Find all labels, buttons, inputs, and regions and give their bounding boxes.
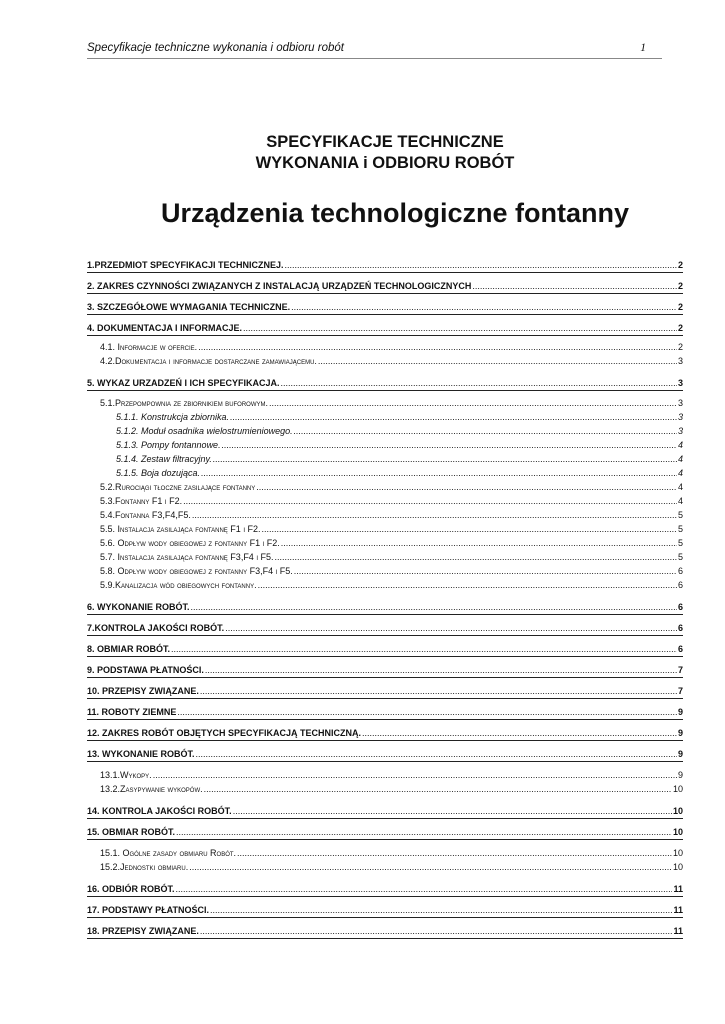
toc-entry[interactable] (87, 412, 683, 422)
toc-leader-dots (200, 686, 677, 696)
toc-entry-label: 5.1.2. Moduł osadnika wielostrumieniowego. (116, 426, 293, 436)
toc-entry[interactable] (87, 398, 683, 408)
toc-leader-dots (204, 784, 672, 794)
toc-entry-page: 3 (677, 398, 683, 408)
toc-entry-rule (87, 761, 683, 762)
toc-entry[interactable] (87, 552, 683, 562)
toc-entry[interactable] (87, 496, 683, 506)
toc-entry-label: 5. WYKAZ URZADZEŃ I ICH SPECYFIKACJA. (87, 378, 280, 388)
toc-entry-label: 5.1.4. Zestaw filtracyjny. (116, 454, 212, 464)
toc-entry[interactable] (87, 862, 683, 872)
toc-entry[interactable] (87, 524, 683, 534)
toc-entry-label: 5.3.Fontanny F1 i F2. (100, 496, 183, 506)
toc-leader-dots (192, 510, 677, 520)
toc-entry-label: 4. DOKUMENTACJA I INFORMACJE. (87, 323, 243, 333)
toc-leader-dots (213, 454, 677, 464)
toc-entry-page: 5 (677, 524, 683, 534)
toc-entry-label: 15. OBMIAR ROBÓT. (87, 827, 176, 837)
toc-entry-page: 3 (677, 412, 683, 422)
toc-entry[interactable] (87, 510, 683, 520)
toc-entry-label: 13.1.Wykopy. (100, 770, 152, 780)
toc-entry-page: 3 (677, 378, 683, 388)
toc-entry-label: 5.8. Odpływ wody obiegowej z fontanny F3,F4 i F5. (100, 566, 293, 576)
toc-entry-page: 7 (677, 686, 683, 696)
toc-entry-page: 11 (673, 926, 683, 936)
toc-entry-rule (87, 719, 683, 720)
toc-leader-dots (256, 482, 677, 492)
toc-entry-label: 11. ROBOTY ZIEMNE (87, 707, 177, 717)
toc-leader-dots (183, 496, 677, 506)
header-title: Specyfikacje techniczne wykonania i odbioru robót (87, 42, 344, 54)
toc-leader-dots (237, 848, 672, 858)
toc-leader-dots (262, 524, 677, 534)
toc-entry-label: 10. PRZEPISY ZWIĄZANE. (87, 686, 199, 696)
toc-entry-label: 5.5. Instalacja zasilająca fontannę F1 i F2. (100, 524, 261, 534)
toc-leader-dots (233, 806, 672, 816)
toc-entry-page: 9 (677, 728, 683, 738)
toc-entry-page: 4 (677, 440, 683, 450)
toc-entry-page: 9 (677, 770, 683, 780)
toc-entry-label: 5.2.Rurociągi tłoczne zasilające fontanny (100, 482, 256, 492)
toc-entry-page: 6 (677, 644, 683, 654)
toc-entry[interactable] (87, 686, 683, 696)
toc-entry-label: 5.1.Przepompownia ze zbiornikiem buforowym. (100, 398, 269, 408)
toc-entry[interactable] (87, 260, 683, 270)
toc-entry-page: 6 (677, 566, 683, 576)
toc-leader-dots (472, 281, 677, 291)
toc-entry-rule (87, 677, 683, 678)
toc-entry-label: 13.2.Zasypywanie wykopów. (100, 784, 203, 794)
toc-leader-dots (210, 905, 672, 915)
toc-entry[interactable] (87, 602, 683, 612)
toc-entry-rule (87, 272, 683, 273)
toc-entry[interactable] (87, 538, 683, 548)
toc-entry[interactable] (87, 454, 683, 464)
toc-leader-dots (230, 412, 677, 422)
toc-entry-page: 3 (677, 356, 683, 366)
toc-entry[interactable] (87, 356, 683, 366)
toc-leader-dots (285, 260, 677, 270)
doc-subject-title: Urządzenia technologiczne fontanny (160, 198, 630, 228)
toc-entry[interactable] (87, 749, 683, 759)
toc-entry-rule (87, 335, 683, 336)
toc-entry[interactable] (87, 323, 683, 333)
toc-leader-dots (176, 827, 672, 837)
toc-entry-page: 4 (677, 468, 683, 478)
toc-entry-page: 3 (677, 426, 683, 436)
toc-entry-label: 3. SZCZEGÓŁOWE WYMAGANIA TECHNICZNE. (87, 302, 291, 312)
toc-entry-page: 11 (673, 905, 683, 915)
toc-entry[interactable] (87, 378, 683, 388)
toc-entry[interactable] (87, 884, 683, 894)
toc-entry-label: 8. OBMIAR ROBÓT. (87, 644, 171, 654)
toc-entry-page: 9 (677, 749, 683, 759)
toc-leader-dots (189, 862, 672, 872)
toc-entry-page: 2 (677, 323, 683, 333)
toc-entry-label: 15.2.Jednostki obmiaru. (100, 862, 189, 872)
toc-entry-rule (87, 896, 683, 897)
toc-entry-label: 5.7. Instalacja zasilająca fontannę F3,F4 i F5. (100, 552, 274, 562)
toc-entry-page: 10 (672, 827, 683, 837)
toc-entry-rule (87, 635, 683, 636)
toc-entry-page: 2 (677, 281, 683, 291)
toc-entry-rule (87, 614, 683, 615)
toc-entry[interactable] (87, 806, 683, 816)
toc-entry-label: 5.1.5. Boja dozująca. (116, 468, 201, 478)
toc-entry[interactable] (87, 566, 683, 576)
toc-entry[interactable] (87, 665, 683, 675)
toc-entry[interactable] (87, 440, 683, 450)
toc-leader-dots (201, 468, 677, 478)
toc-entry-page: 5 (677, 538, 683, 548)
toc-entry-label: 13. WYKONANIE ROBÓT. (87, 749, 195, 759)
toc-leader-dots (225, 623, 677, 633)
toc-entry-page: 5 (677, 510, 683, 520)
toc-leader-dots (258, 580, 677, 590)
toc-leader-dots (196, 749, 677, 759)
toc-entry-label: 12. ZAKRES ROBÓT OBJĘTYCH SPECYFIKACJĄ TECHNICZNĄ. (87, 728, 362, 738)
toc-entry-rule (87, 839, 683, 840)
toc-leader-dots (198, 342, 677, 352)
doc-title-line2: WYKONANIA i ODBIORU ROBÓT (255, 154, 515, 172)
page-header (87, 40, 662, 59)
toc-entry-label: 5.1.3. Pompy fontannowe. (116, 440, 221, 450)
toc-entry-page: 4 (677, 496, 683, 506)
toc-entry[interactable] (87, 342, 683, 352)
toc-entry-rule (87, 698, 683, 699)
toc-entry[interactable] (87, 468, 683, 478)
toc-leader-dots (243, 323, 677, 333)
toc-leader-dots (269, 398, 677, 408)
toc-leader-dots (362, 728, 677, 738)
toc-leader-dots (294, 426, 677, 436)
doc-title-line1: SPECYFIKACJE TECHNICZNE (266, 133, 504, 151)
toc-entry[interactable] (87, 482, 683, 492)
toc-entry-label: 2. ZAKRES CZYNNOŚCI ZWIĄZANYCH Z INSTALACJĄ URZĄDZEŃ TECHNOLOGICZNYCH (87, 281, 472, 291)
toc-entry-label: 5.9.Kanalizacja wód obiegowych fontanny. (100, 580, 257, 590)
toc-entry[interactable] (87, 926, 683, 936)
toc-entry-page: 10 (672, 862, 683, 872)
toc-leader-dots (275, 552, 677, 562)
toc-entry-rule (87, 917, 683, 918)
toc-entry-label: 4.1. Informacje w ofercie. (100, 342, 198, 352)
toc-leader-dots (200, 926, 673, 936)
toc-entry[interactable] (87, 426, 683, 436)
toc-leader-dots (171, 644, 677, 654)
toc-entry-rule (87, 656, 683, 657)
toc-leader-dots (153, 770, 677, 780)
toc-entry[interactable] (87, 770, 683, 780)
toc-entry-page: 2 (677, 260, 683, 270)
toc-entry-rule (87, 938, 683, 939)
toc-entry-label: 1.PRZEDMIOT SPECYFIKACJI TECHNICZNEJ. (87, 260, 284, 270)
toc-leader-dots (281, 538, 677, 548)
toc-leader-dots (318, 356, 677, 366)
toc-entry[interactable] (87, 281, 683, 291)
toc-entry-page: 5 (677, 552, 683, 562)
toc-entry-label: 17. PODSTAWY PŁATNOŚCI. (87, 905, 210, 915)
toc-entry-page: 4 (677, 482, 683, 492)
toc-entry-page: 10 (672, 806, 683, 816)
toc-leader-dots (191, 602, 677, 612)
toc-entry-page: 2 (677, 342, 683, 352)
toc-entry-page: 11 (673, 884, 683, 894)
toc-entry[interactable] (87, 580, 683, 590)
toc-entry[interactable] (87, 848, 683, 858)
toc-entry-label: 14. KONTROLA JAKOŚCI ROBÓT. (87, 806, 232, 816)
toc-entry[interactable] (87, 302, 683, 312)
toc-leader-dots (281, 378, 677, 388)
toc-leader-dots (291, 302, 677, 312)
toc-leader-dots (176, 884, 673, 894)
toc-entry-page: 7 (677, 665, 683, 675)
toc-entry-label: 5.6. Odpływ wody obiegowej z fontanny F1 i F2. (100, 538, 280, 548)
toc-entry-page: 6 (677, 623, 683, 633)
toc-entry-page: 2 (677, 302, 683, 312)
toc-entry-page: 9 (677, 707, 683, 717)
header-page-number: 1 (640, 42, 646, 54)
toc-entry[interactable] (87, 905, 683, 915)
toc-leader-dots (294, 566, 677, 576)
toc-entry[interactable] (87, 707, 683, 717)
toc-entry[interactable] (87, 623, 683, 633)
toc-entry-page: 10 (672, 784, 683, 794)
toc-entry[interactable] (87, 644, 683, 654)
toc-entry-label: 18. PRZEPISY ZWIĄZANE. (87, 926, 199, 936)
toc-entry[interactable] (87, 784, 683, 794)
toc-entry-page: 4 (677, 454, 683, 464)
toc-leader-dots (205, 665, 677, 675)
toc-entry-label: 7.KONTROLA JAKOŚCI ROBÓT. (87, 623, 225, 633)
toc-entry[interactable] (87, 827, 683, 837)
toc-entry-label: 4.2.Dokumentacja i informacje dostarczane zamawiającemu. (100, 356, 317, 366)
toc-entry-rule (87, 740, 683, 741)
toc-leader-dots (222, 440, 677, 450)
toc-entry-rule (87, 293, 683, 294)
toc-entry-label: 6. WYKONANIE ROBÓT. (87, 602, 190, 612)
toc-entry-label: 5.1.1. Konstrukcja zbiornika. (116, 412, 230, 422)
toc-entry-page: 10 (672, 848, 683, 858)
toc-entry-page: 6 (677, 580, 683, 590)
toc-entry-rule (87, 390, 683, 391)
toc-leader-dots (177, 707, 677, 717)
toc-entry-label: 16. ODBIÓR ROBÓT. (87, 884, 175, 894)
toc-entry-label: 9. PODSTAWA PŁATNOŚCI. (87, 665, 204, 675)
toc-entry-rule (87, 314, 683, 315)
toc-entry[interactable] (87, 728, 683, 738)
toc-entry-rule (87, 818, 683, 819)
toc-entry-label: 5.4.Fontanna F3,F4,F5. (100, 510, 191, 520)
toc-entry-page: 6 (677, 602, 683, 612)
toc-entry-label: 15.1. Ogólne zasady obmiaru Robót. (100, 848, 237, 858)
